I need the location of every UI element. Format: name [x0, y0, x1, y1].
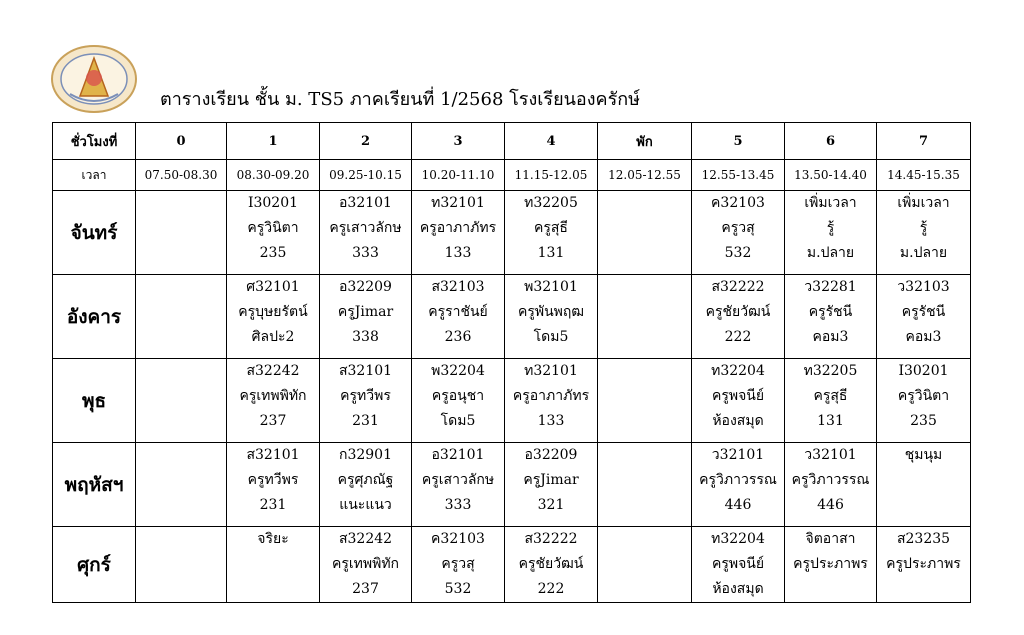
timetable — [52, 122, 971, 603]
day-row — [53, 359, 971, 443]
class-cell — [412, 443, 505, 527]
room-name: 236 — [444, 329, 472, 345]
time-slot: 08.30-09.20 — [227, 160, 320, 191]
teacher-name: ครูพจนีย์ — [711, 388, 765, 404]
class-cell — [692, 527, 785, 603]
subject-code: เพิ่มเวลา — [804, 195, 857, 211]
subject-code: ว32101 — [804, 447, 857, 463]
class-cell — [692, 191, 785, 275]
day-name: อังคาร — [53, 275, 136, 359]
subject-code: ท32205 — [803, 363, 858, 379]
subject-code: ส32101 — [338, 363, 393, 379]
room-name: โดม5 — [440, 413, 476, 429]
time-slot: 14.45-15.35 — [877, 160, 971, 191]
class-cell — [320, 527, 412, 603]
teacher-name: ครูวินิตา — [247, 220, 299, 236]
teacher-name: ครูชัยวัฒน์ — [705, 304, 771, 320]
subject-code: อ32101 — [431, 447, 485, 463]
room-name: 333 — [352, 245, 379, 261]
subject-code: อ32209 — [339, 279, 392, 295]
class-cell — [412, 359, 505, 443]
subject-code: ศ32101 — [246, 279, 300, 295]
teacher-name: ครูอนุชา — [431, 388, 485, 404]
time-slot: 07.50-08.30 — [136, 160, 227, 191]
time-row — [53, 160, 971, 191]
teacher-name: ครูทวีพร — [247, 472, 299, 488]
subject-code: ว32101 — [711, 447, 765, 463]
teacher-name: ครูJimar — [337, 304, 394, 320]
time-slot: 09.25-10.15 — [320, 160, 412, 191]
teacher-name: ครูวิภาวรรณ — [699, 472, 777, 488]
subject-code: พ32204 — [431, 363, 485, 379]
time-slot: 11.15-12.05 — [505, 160, 598, 191]
subject-code: ท32101 — [524, 363, 578, 379]
subject-code: ชุมนุม — [904, 447, 943, 463]
class-cell — [136, 191, 227, 275]
room-name: 222 — [724, 329, 752, 345]
room-name: 235 — [910, 413, 937, 429]
time-slot: 10.20-11.10 — [412, 160, 505, 191]
teacher-name: ครูเทพพิทัก — [239, 388, 307, 404]
teacher-name: ครูสุธี — [813, 388, 848, 404]
room-name: 235 — [259, 245, 287, 261]
day-row — [53, 191, 971, 275]
break-cell — [598, 527, 692, 603]
day-name: ศุกร์ — [53, 527, 136, 603]
room-name: 338 — [352, 329, 379, 345]
teacher-name: รู้ — [919, 220, 928, 236]
teacher-name: ครูประภาพร — [793, 556, 868, 572]
class-cell — [320, 443, 412, 527]
day-name: พุธ — [53, 359, 136, 443]
subject-code: ส32242 — [338, 531, 393, 547]
room-name: คอม3 — [812, 329, 849, 345]
class-cell — [227, 191, 320, 275]
subject-code: จริยะ — [257, 531, 289, 547]
class-cell — [136, 359, 227, 443]
class-cell — [877, 275, 971, 359]
class-cell — [136, 275, 227, 359]
teacher-name: ครูราชันย์ — [428, 304, 488, 320]
class-cell — [785, 191, 877, 275]
room-name: 231 — [259, 497, 287, 513]
period-number: 3 — [412, 123, 505, 160]
subject-code: I30201 — [247, 195, 299, 211]
day-row — [53, 275, 971, 359]
class-cell — [412, 527, 505, 603]
teacher-name: ครูอาภาภัทร — [419, 220, 497, 236]
class-cell — [505, 527, 598, 603]
period-number: 4 — [505, 123, 598, 160]
teacher-name: ครูพจนีย์ — [711, 556, 765, 572]
teacher-name: ครูJimar — [523, 472, 579, 488]
teacher-name: ครูอาภาภัทร — [512, 388, 590, 404]
class-cell — [785, 275, 877, 359]
class-cell — [785, 527, 877, 603]
subject-code: ค32103 — [711, 195, 765, 211]
period-number: 5 — [692, 123, 785, 160]
class-cell — [692, 443, 785, 527]
class-cell — [877, 527, 971, 603]
teacher-name: ครูสุธี — [534, 220, 568, 236]
subject-code: ค32103 — [431, 531, 485, 547]
class-cell — [785, 443, 877, 527]
subject-code: ส23235 — [896, 531, 951, 547]
break-header: พัก — [598, 123, 692, 160]
class-cell — [227, 359, 320, 443]
room-name: 237 — [352, 581, 379, 597]
subject-code: ท32204 — [711, 531, 765, 547]
room-name: โดม5 — [533, 329, 569, 345]
time-slot: 12.55-13.45 — [692, 160, 785, 191]
class-cell — [505, 359, 598, 443]
subject-code: ส32101 — [246, 447, 300, 463]
class-cell — [412, 191, 505, 275]
period-number: 1 — [227, 123, 320, 160]
teacher-name: ครูวสุ — [441, 556, 475, 572]
subject-code: ท32204 — [711, 363, 765, 379]
subject-code: ว32103 — [897, 279, 950, 295]
room-name: 133 — [537, 413, 565, 429]
teacher-name: ครูพันพฤฒ — [517, 304, 585, 320]
room-name: 237 — [259, 413, 287, 429]
room-name: 131 — [537, 245, 565, 261]
class-cell — [320, 359, 412, 443]
class-cell — [692, 275, 785, 359]
teacher-name: ครูวิภาวรรณ — [791, 472, 870, 488]
class-cell — [227, 527, 320, 603]
teacher-name: ครูรัชนี — [808, 304, 853, 320]
room-name: 131 — [817, 413, 844, 429]
room-name: แนะแนว — [339, 497, 392, 513]
class-cell — [320, 275, 412, 359]
period-header-label: ชั่วโมงที่ — [53, 123, 136, 160]
class-cell — [505, 275, 598, 359]
day-row — [53, 527, 971, 603]
class-cell — [785, 359, 877, 443]
break-cell — [598, 443, 692, 527]
subject-code: ส32222 — [524, 531, 578, 547]
teacher-name: รู้ — [826, 220, 835, 236]
subject-code: อ32209 — [524, 447, 578, 463]
teacher-name: ครูศุภณัฐ — [337, 472, 394, 488]
subject-code: ว32281 — [804, 279, 857, 295]
room-name: ม.ปลาย — [899, 245, 948, 261]
subject-code: ท32205 — [524, 195, 578, 211]
subject-code: ส32222 — [711, 279, 765, 295]
room-name: 133 — [444, 245, 472, 261]
room-name: คอม3 — [905, 329, 942, 345]
break-cell — [598, 359, 692, 443]
period-number: 2 — [320, 123, 412, 160]
room-name: ม.ปลาย — [806, 245, 855, 261]
teacher-name: ครูประภาพร — [886, 556, 961, 572]
break-cell — [598, 191, 692, 275]
teacher-name: ครูทวีพร — [340, 388, 391, 404]
teacher-name: ครูรัชนี — [901, 304, 946, 320]
room-name: 222 — [537, 581, 565, 597]
teacher-name: ครูชัยวัฒน์ — [518, 556, 584, 572]
class-cell — [692, 359, 785, 443]
subject-code: พ32101 — [524, 279, 578, 295]
day-name: พฤหัสฯ — [53, 443, 136, 527]
class-cell — [136, 527, 227, 603]
room-name: 231 — [352, 413, 379, 429]
room-name: 321 — [537, 497, 565, 513]
room-name: 333 — [444, 497, 472, 513]
room-name: 446 — [817, 497, 844, 513]
period-header-row — [53, 123, 971, 160]
page-title: ตารางเรียน ชั้น ม. TS5 ภาคเรียนที่ 1/2568 โรงเรียนองครักษ์ — [160, 89, 641, 110]
day-name: จันทร์ — [53, 191, 136, 275]
subject-code: ก32901 — [338, 447, 392, 463]
class-cell — [877, 443, 971, 527]
class-cell — [505, 191, 598, 275]
subject-code: ส32242 — [246, 363, 300, 379]
subject-code: ส32103 — [431, 279, 485, 295]
room-name: ห้องสมุด — [712, 581, 764, 597]
time-slot: 13.50-14.40 — [785, 160, 877, 191]
day-row — [53, 443, 971, 527]
period-number: 0 — [136, 123, 227, 160]
class-cell — [227, 275, 320, 359]
class-cell — [320, 191, 412, 275]
room-name: ศิลปะ2 — [251, 329, 295, 345]
room-name: ห้องสมุด — [712, 413, 764, 429]
subject-code: I30201 — [898, 363, 949, 379]
class-cell — [877, 359, 971, 443]
room-name: 532 — [444, 581, 472, 597]
teacher-name: ครูวินิตา — [897, 388, 950, 404]
period-number: 6 — [785, 123, 877, 160]
time-label: เวลา — [53, 160, 136, 191]
subject-code: อ32101 — [339, 195, 392, 211]
period-number: 7 — [877, 123, 971, 160]
school-emblem-icon — [50, 44, 138, 114]
class-cell — [136, 443, 227, 527]
class-cell — [877, 191, 971, 275]
teacher-name: ครูเสาวลักษ — [421, 472, 495, 488]
room-name: 446 — [724, 497, 752, 513]
subject-code: จิตอาสา — [805, 531, 856, 547]
teacher-name: ครูบุษยรัตน์ — [238, 304, 308, 320]
class-cell — [227, 443, 320, 527]
subject-code: ท32101 — [431, 195, 485, 211]
room-name: 532 — [724, 245, 752, 261]
teacher-name: ครูวสุ — [721, 220, 755, 236]
class-cell — [412, 275, 505, 359]
teacher-name: ครูเสาวลักษ — [329, 220, 402, 236]
break-cell — [598, 275, 692, 359]
time-slot: 12.05-12.55 — [598, 160, 692, 191]
class-cell — [505, 443, 598, 527]
teacher-name: ครูเทพพิทัก — [331, 556, 400, 572]
subject-code: เพิ่มเวลา — [897, 195, 950, 211]
